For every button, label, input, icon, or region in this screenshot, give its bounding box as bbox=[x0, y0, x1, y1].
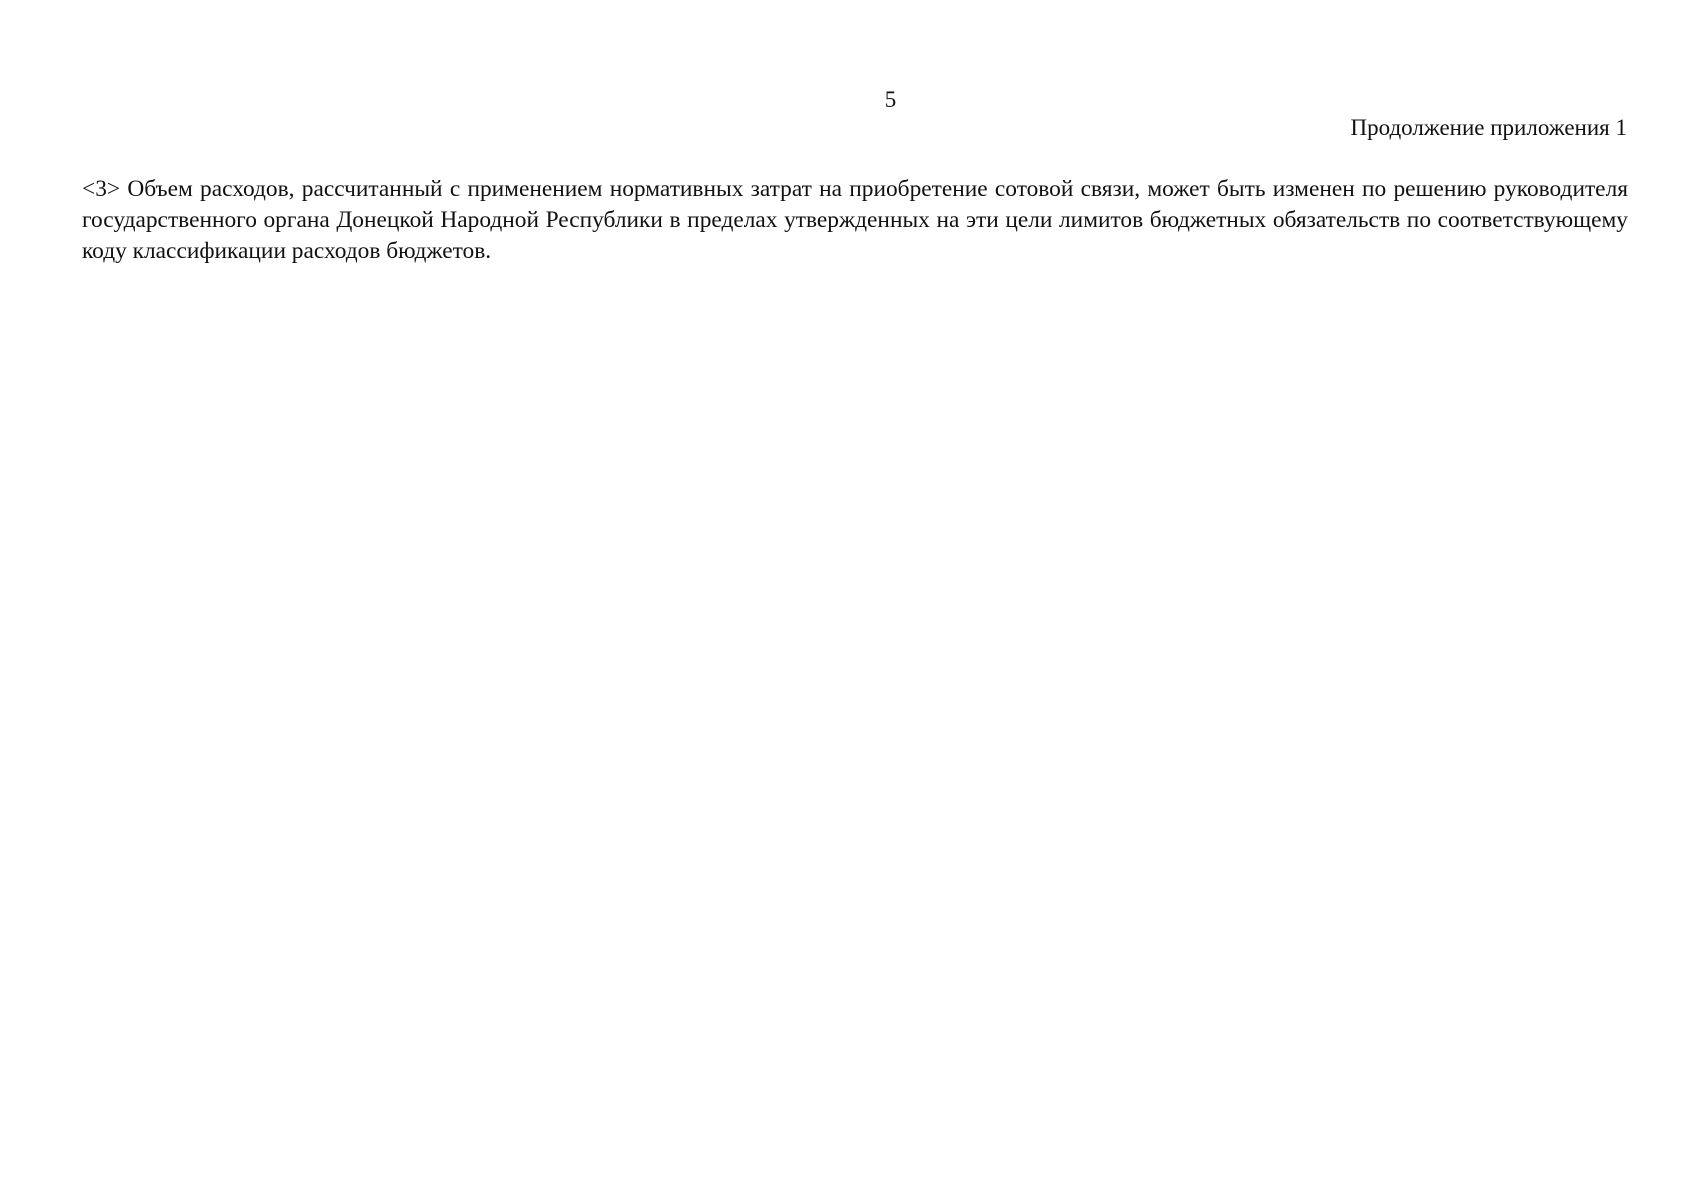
page-number-text: 5 bbox=[884, 87, 897, 112]
appendix-header: Продолжение приложения 1 bbox=[1350, 115, 1627, 140]
page-number bbox=[0, 86, 1697, 114]
footnote-paragraph: <3> Объем расходов, рассчитанный с применением нормативных затрат на приобретение сотовой связи, может быть изменен по решению руководителя государственного органа Донецкой Народной Республики в пределах утвержденных на эти цели лимитов бюджетных обязательств по соответствующему коду классификации расходов бюджетов. bbox=[82, 176, 1628, 264]
